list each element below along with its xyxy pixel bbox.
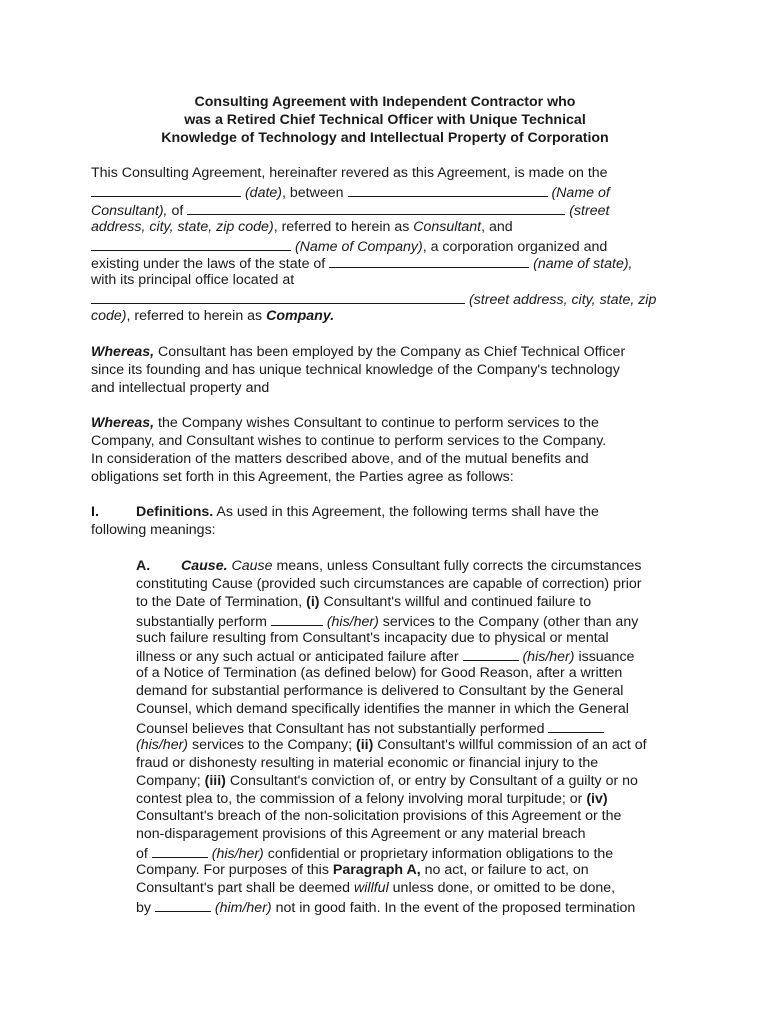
- title-line-2: was a Retired Chief Technical Officer with Unique Technical: [184, 111, 586, 128]
- whereas-text: Consultant has been employed by the Company as Chief Technical Officer: [154, 344, 626, 360]
- company-name-blank: [91, 237, 291, 251]
- roman-iv: (iv): [586, 790, 608, 807]
- cause-text: substantially perform: [136, 613, 267, 630]
- roman-i: (i): [306, 593, 320, 610]
- cause-term-italic: Cause: [231, 558, 273, 574]
- cause-line: demand for substantial performance is delivered to Consultant by the General: [136, 683, 624, 700]
- street-blank-2: [91, 290, 465, 304]
- cause-text: Company. For purposes of this: [136, 862, 329, 879]
- intro-line: [91, 237, 691, 255]
- his-her-blank: [548, 719, 604, 733]
- and-text: , and: [481, 218, 513, 235]
- date-blank: [91, 183, 241, 197]
- whereas-text: the Company wishes Consultant to continue to perform services to the: [154, 415, 599, 431]
- intro-line: This Consulting Agreement, hereinafter revered as this Agreement, is made on the: [91, 165, 608, 181]
- cause-line: [136, 719, 696, 737]
- consultant-name-blank: [348, 183, 548, 197]
- roman-ii: (ii): [356, 736, 374, 753]
- whereas-line: Company, and Consultant wishes to continue to perform services to the Company.: [91, 432, 607, 449]
- cause-line: fraud or dishonesty resulting in material economic or financial injury to the: [136, 754, 599, 771]
- cause-line: [136, 880, 696, 898]
- cause-line: non-disparagement provisions of this Agreement or any material breach: [136, 826, 586, 843]
- his-her-label: (his/her): [522, 649, 575, 666]
- cause-text: no act, or failure to act, on: [420, 862, 589, 879]
- roman-iii: (iii): [204, 772, 226, 789]
- cause-line: [136, 862, 696, 880]
- cause-line: [136, 612, 696, 630]
- his-her-blank: [463, 647, 519, 661]
- his-her-label: (his/her): [136, 736, 189, 753]
- existing-text: existing under the laws of the state of: [91, 256, 326, 273]
- cause-text: means, unless Consultant fully corrects the circumstances: [272, 558, 642, 574]
- cause-text: Counsel believes that Consultant has not substantially performed: [136, 721, 545, 738]
- whereas-line: In consideration of the matters described above, and of the mutual benefits and: [91, 450, 589, 467]
- cause-text: not in good faith. In the event of the proposed termination: [271, 899, 636, 916]
- cause-text: services to the Company (other than any: [378, 613, 639, 630]
- cause-line: Consultant's breach of the non-solicitation provisions of this Agreement or the: [136, 808, 622, 825]
- address-label: address, city, state, zip code): [91, 218, 274, 235]
- cause-text: contest plea to, the commission of a felony involving moral turpitude; or: [136, 790, 583, 807]
- cause-line: [136, 737, 696, 755]
- whereas-line: since its founding and has unique technical knowledge of the Company's technology: [91, 361, 620, 378]
- title-line-3: Knowledge of Technology and Intellectual Property of Corporation: [161, 129, 609, 146]
- street-label-2: (street address, city, state, zip: [468, 292, 657, 309]
- cause-text: Consultant's willful commission of an act of: [373, 736, 647, 753]
- cause-text: to the Date of Termination,: [136, 593, 303, 610]
- document-title: [0, 94, 770, 148]
- date-label: (date): [244, 184, 283, 201]
- intro-line: [91, 290, 691, 308]
- code-label: code): [91, 308, 127, 325]
- section-line: following meanings:: [91, 521, 216, 538]
- of-text: of: [171, 202, 184, 219]
- cause-term: Cause.: [181, 558, 228, 574]
- referred-text: , referred to herein as: [273, 218, 410, 235]
- paragraph-a-ref: Paragraph A,: [332, 862, 421, 879]
- whereas-line: [91, 415, 691, 433]
- cause-line: [136, 773, 696, 791]
- consultant-term: Consultant: [413, 218, 482, 235]
- intro-line: [91, 219, 691, 237]
- intro-line: with its principal office located at: [91, 272, 295, 289]
- state-blank: [329, 254, 529, 268]
- referred-text-2: , referred to herein as: [126, 308, 263, 325]
- cause-text: Company;: [136, 772, 201, 789]
- cause-text: services to the Company;: [188, 736, 353, 753]
- between-text: , between: [282, 184, 344, 201]
- cause-text: illness or any such actual or anticipated failure after: [136, 649, 459, 666]
- cause-text: Consultant's willful and continued failure to: [319, 593, 592, 610]
- section-text: As used in this Agreement, the following terms shall have the: [213, 504, 599, 520]
- cause-line: [136, 844, 696, 862]
- section-definitions: [91, 504, 691, 540]
- cause-line: Counsel, which demand specifically identifies the manner in which the General: [136, 701, 629, 718]
- street-label: (street: [569, 202, 610, 219]
- street-blank: [187, 201, 565, 215]
- his-her-blank: [271, 612, 323, 626]
- his-her-label: (his/her): [211, 846, 264, 863]
- whereas-line: obligations set forth in this Agreement, the Parties agree as follows:: [91, 468, 514, 485]
- subsection-letter: A.: [136, 558, 151, 574]
- cause-text: issuance: [574, 649, 635, 666]
- whereas-line: and intellectual property and: [91, 379, 270, 396]
- whereas-label: Whereas,: [91, 415, 155, 431]
- whereas-line: [91, 344, 691, 362]
- his-her-label: (his/her): [326, 613, 379, 630]
- cause-text: by: [136, 899, 151, 916]
- cause-text: of: [136, 846, 148, 863]
- cause-text: unless done, or omitted to be done,: [388, 880, 616, 897]
- name-of-label: (Name of: [551, 184, 610, 201]
- cause-definition: [136, 558, 696, 916]
- title-line-1: Consulting Agreement with Independent Contractor who: [194, 94, 576, 110]
- cause-line: [136, 594, 696, 612]
- him-her-label: (him/her): [214, 899, 272, 916]
- whereas-label: Whereas,: [91, 344, 155, 360]
- whereas-paragraph-2: [91, 415, 691, 487]
- section-heading-line: [91, 504, 691, 522]
- cause-line: of a Notice of Termination (as defined below) for Good Reason, after a written: [136, 665, 623, 682]
- company-name-label: (Name of Company): [294, 238, 423, 255]
- intro-line: [91, 254, 691, 272]
- company-term: Company.: [266, 308, 335, 325]
- cause-text: Consultant's part shall be deemed: [136, 880, 351, 897]
- intro-line: [91, 183, 691, 201]
- his-her-blank: [152, 844, 208, 858]
- cause-text: Consultant's conviction of, or entry by Consultant of a guilty or no: [225, 772, 638, 789]
- section-heading: Definitions.: [136, 504, 214, 520]
- cause-line: [136, 647, 696, 665]
- consultant-label: Consultant),: [91, 202, 168, 219]
- intro-paragraph: [91, 165, 691, 326]
- cause-line: such failure resulting from Consultant's incapacity due to physical or mental: [136, 629, 609, 646]
- cause-text: confidential or proprietary information obligations to the: [263, 846, 614, 863]
- whereas-paragraph-1: [91, 344, 691, 398]
- cause-line: [136, 898, 696, 916]
- cause-line: constituting Cause (provided such circumstances are capable of correction) prior: [136, 575, 642, 592]
- him-her-blank: [155, 898, 211, 912]
- willful-term: willful: [354, 880, 389, 897]
- cause-line: [136, 558, 696, 576]
- intro-line: [91, 308, 691, 326]
- intro-line: [91, 201, 691, 219]
- state-label: (name of state),: [533, 256, 633, 273]
- section-number: I.: [91, 504, 99, 520]
- cause-line: [136, 791, 696, 809]
- corp-text: , a corporation organized and: [422, 238, 608, 255]
